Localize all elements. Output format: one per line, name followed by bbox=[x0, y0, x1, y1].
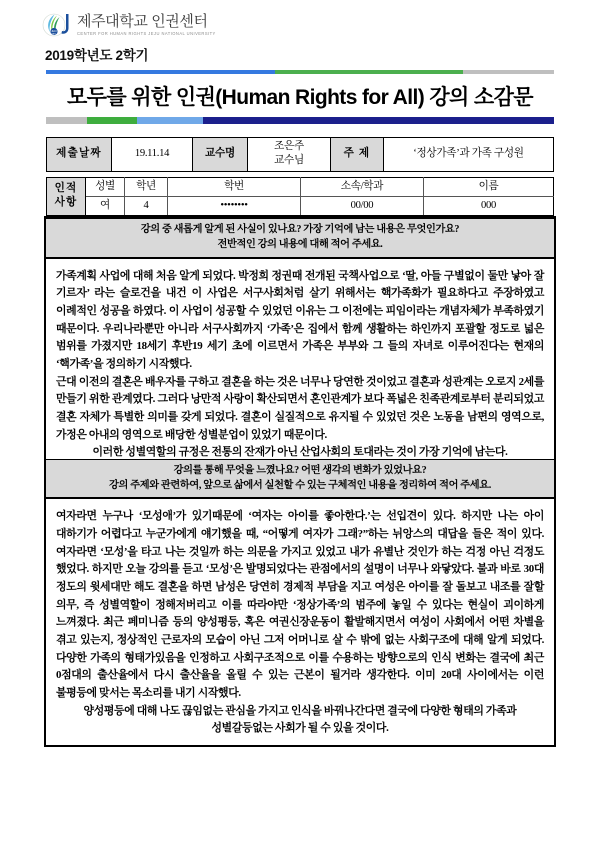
semester-label: 2019학년도 2학기 bbox=[45, 48, 149, 63]
organization-logo bbox=[0, 0, 600, 36]
professor-value bbox=[248, 138, 331, 172]
prompt-2-line-2: 강의 주제와 관련하여, 앞으로 삶에서 실천할 수 있는 구체적인 내용을 정리하여 적어 주세요. bbox=[109, 480, 491, 492]
svg-text:NAT'L: NAT'L bbox=[51, 33, 57, 36]
answer-2-paragraph-2: 양성평등에 대해 나도 끊임없는 관심을 가지고 인식을 바꿔나간다면 결국에 다양한 형태의 가족과 성별갈등없는 사회가 될 수 있을 것이다. bbox=[83, 704, 517, 735]
page-title: 모두를 위한 인권(Human Rights for All) 강의 소감문 bbox=[66, 86, 533, 109]
bar-top-segment-2 bbox=[275, 70, 463, 74]
table-row bbox=[47, 177, 554, 196]
svg-text:JEJU: JEJU bbox=[51, 31, 57, 34]
personal-info-label-line2: 사항 bbox=[54, 197, 78, 209]
answer-2-paragraph-1: 여자라면 누구나 ‘모성애’가 있기때문에 ‘여자는 아이를 좋아한다.’는 선입견이 있다. 하지만 나는 아이 대하기가 어렵다고 누군가에게 얘기했을 때, “어떻게 여자가 그래?”하는 뉘앙스의 대답을 들은 적이 있다. 여자라면 ‘모성’을 타고 나는 것일까 하는 의문을 가지고 있었고 내가 유별난 것인가 하는 걱정 아닌 걱정도 했었다. 하지만 오늘 강의를 듣고 ‘모성’은 발명되었다는 관점에서의 설명이 너무나 와닿았다. 불과 바로 30대 정도의 윗세대만 해도 결혼을 하면 남성은 당연히 경제적 부담을 지고 여성은 아이를 잘 돌보고 내조를 잘할 의무, 즉 성별역할이 정해저버리고 이를 따라야만 ‘정상가족’의 범주에 놓일 수 있다는 현실이 괴이하게 느껴졌다. 최근 페미니즘 등의 양성평등, 혹은 여권신장운동이 활발해지면서 여성이 사회에서 어떤 차별을 겪고 있는지, 정상적인 근로자의 모습이 아닌 그저 어머니로 살 수 밖에 없는 사회구조에 대해 알게 되었다. 다양한 가족의 형태가있음을 인정하고 사회구조적으로 이를 수용하는 방향으로의 인식 변화는 결국에 최근 0점대의 출산율에서 다시 출산율을 올릴 수 있는 근본이 될거라 생각한다. 이미 20대 사이에서는 이런 불평등에 맞서는 목소리를 내기 시작했다. bbox=[56, 510, 544, 699]
column-header-name: 이름 bbox=[424, 177, 554, 196]
table-row bbox=[47, 138, 554, 172]
prompt-question-1 bbox=[46, 218, 554, 259]
logo-title: 제주대학교 인권센터 bbox=[77, 13, 208, 31]
personal-info-label-line1: 인적 bbox=[54, 183, 78, 195]
bar-top-segment-3 bbox=[463, 70, 554, 74]
personal-info-label bbox=[47, 177, 86, 216]
answer-body-2[interactable] bbox=[46, 499, 554, 745]
topic-value: ‘정상가족’과 가족 구성원 bbox=[384, 138, 554, 172]
value-department: 00/00 bbox=[301, 196, 424, 215]
prompt-2-line-1: 강의를 통해 무엇을 느꼈나요? 어떤 생각의 변화가 있었나요? bbox=[173, 464, 427, 476]
bar-bottom-segment-1 bbox=[46, 117, 87, 124]
value-gender: 여 bbox=[86, 196, 125, 215]
personal-info-table bbox=[46, 177, 554, 217]
title-block bbox=[46, 70, 554, 124]
column-header-grade: 학년 bbox=[125, 177, 168, 196]
decorative-bar-top bbox=[46, 70, 554, 74]
table-row bbox=[47, 196, 554, 215]
bar-bottom-segment-2 bbox=[87, 117, 138, 124]
value-student-id: •••••••• bbox=[168, 196, 301, 215]
topic-label: 주 제 bbox=[331, 138, 384, 172]
submit-date-label: 제출날짜 bbox=[47, 138, 112, 172]
prompt-1-line-2: 전반적인 강의 내용에 대해 적어 주세요. bbox=[217, 239, 383, 251]
reflection-section-2 bbox=[44, 459, 556, 748]
answer-1-paragraph-2: 근대 이전의 결혼은 배우자를 구하고 결혼을 하는 것은 너무나 당연한 것이었고 결혼과 성관계는 오로지 2세를 만들기 위한 관계였다. 그러다 낭만적 사랑이 확산되면서 혼인관계가 보다 폭넓은 친족관계로부터 분리되었고 결혼 자체가 특별한 의미를 갖게 되었다. 결혼이 실질적으로 유지될 수 있었던 것은 노동을 남편의 영역으로, 가정은 아내의 영역으로 배당한 성별분업이 있었기 때문이다. bbox=[56, 375, 544, 441]
answer-1-paragraph-1: 가족계획 사업에 대해 처음 알게 되었다. 박정희 정권때 전개된 국책사업으로 ‘딸, 아들 구별없이 둘만 낳아 잘 기르자’ 라는 슬로건을 내건 이 사업은 서구사회처럼 살기 위해서는 핵가족화가 필요하다고 주장하였고 이례적인 성공을 하였다. 이 사업이 성공할 수 있었던 이유는 그 이전에는 피임이라는 개념자체가 부족하였기 때문이다. 우리나라뿐만 아니라 서구사회까지 ‘가족’은 집에서 함께 생활하는 하인까지 포괄할 정도로 넓은 범위를 가졌지만 18세기 후반19 세기 초에 이르면서 가족은 부부와 그 들의 자녀로 이루어진다는 현재의 ‘핵가족’을 정의하기 시작했다. bbox=[56, 269, 544, 371]
answer-1-paragraph-3: 이러한 성별역할의 규정은 전통의 잔재가 아닌 산업사회의 토대라는 것이 가장 기억에 남는다. bbox=[92, 446, 508, 459]
prompt-question-2 bbox=[46, 459, 554, 500]
submit-date-value: 19.11.14 bbox=[112, 138, 193, 172]
column-header-department: 소속/학과 bbox=[301, 177, 424, 196]
prompt-1-line-1: 강의 중 새롭게 알게 된 사실이 있나요? 가장 기억에 남는 내용은 무엇인가요? bbox=[140, 224, 460, 236]
bar-bottom-segment-3 bbox=[137, 117, 203, 124]
professor-honorific: 교수님 bbox=[274, 155, 304, 167]
jeju-university-emblem-icon bbox=[42, 10, 72, 40]
submission-meta-table bbox=[46, 137, 554, 172]
decorative-bar-bottom bbox=[46, 117, 554, 124]
value-name: 000 bbox=[424, 196, 554, 215]
professor-label: 교수명 bbox=[193, 138, 248, 172]
bar-bottom-segment-4 bbox=[203, 117, 554, 124]
bar-top-segment-1 bbox=[46, 70, 275, 74]
professor-name: 조은주 bbox=[274, 141, 304, 152]
reflection-section-1 bbox=[44, 216, 556, 459]
column-header-gender: 성별 bbox=[86, 177, 125, 196]
column-header-student-id: 학번 bbox=[168, 177, 301, 196]
answer-body-1[interactable] bbox=[46, 259, 554, 459]
value-grade: 4 bbox=[125, 196, 168, 215]
logo-subtitle: CENTER FOR HUMAN RIGHTS JEJU NATIONAL UNIVERSITY bbox=[77, 30, 216, 36]
